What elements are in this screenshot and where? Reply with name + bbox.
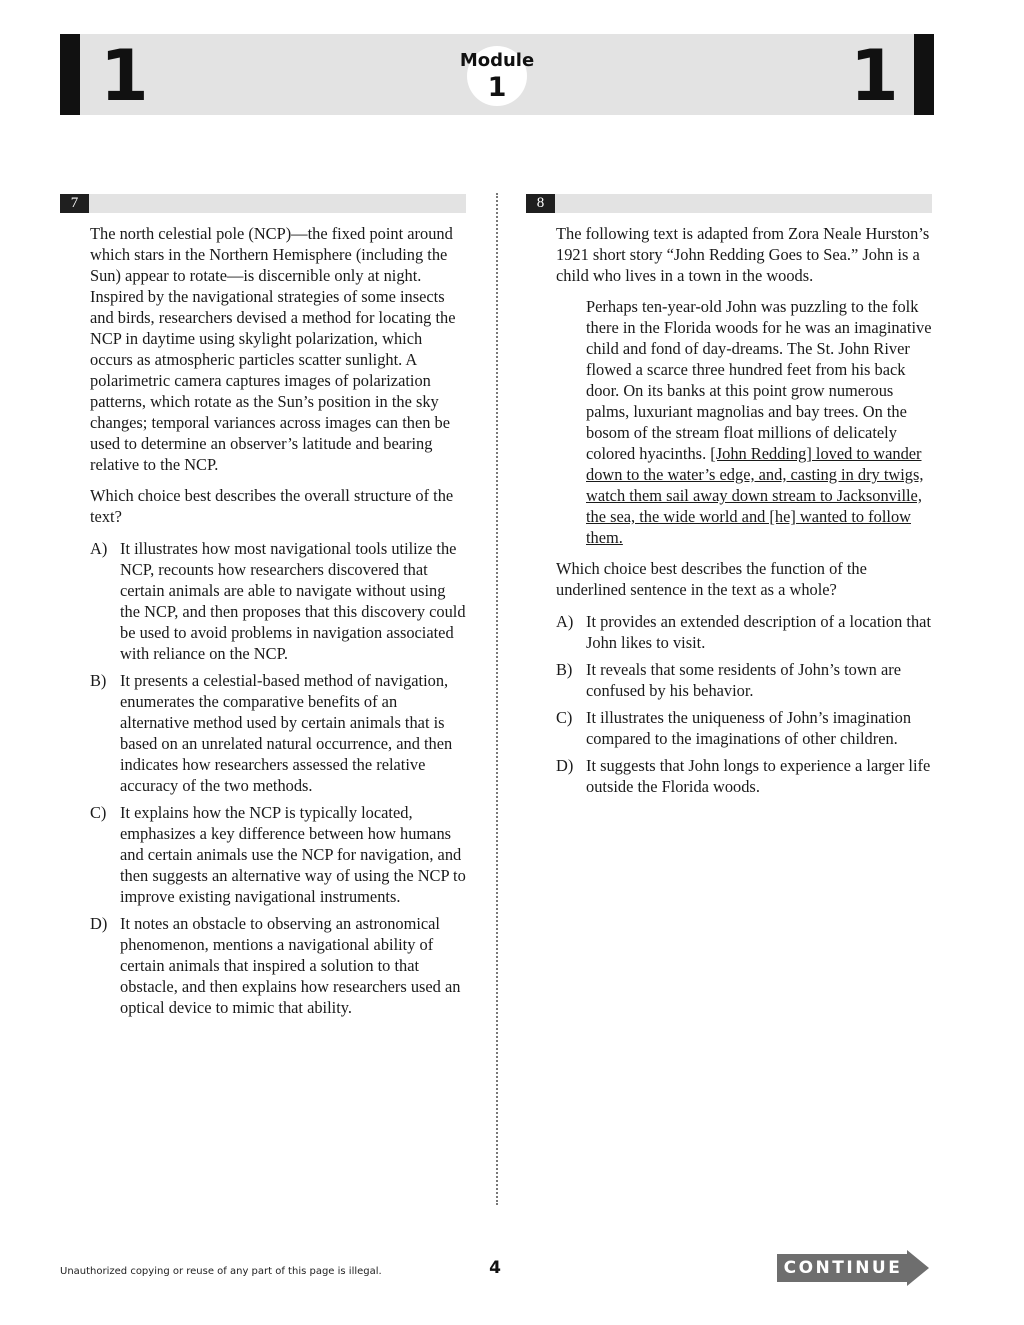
- option-letter: C): [90, 803, 107, 822]
- option-text: It illustrates how most navigational tools utilize the NCP, recounts how researchers discovered that certain animals are able to navigate without using the NCP, and then proposes that this discovery could be used to avoid problems in navigation associated with reliance on the NCP.: [120, 539, 466, 663]
- question-7-option-d[interactable]: [90, 913, 468, 1018]
- question-7-number: 7: [60, 194, 89, 213]
- continue-label: CONTINUE: [783, 1258, 903, 1278]
- option-letter: A): [90, 539, 108, 558]
- page-number: 4: [489, 1258, 501, 1278]
- question-7-option-c[interactable]: [90, 802, 468, 907]
- question-8-prompt: Which choice best describes the function of the underlined sentence in the text as a whole?: [556, 559, 867, 599]
- passage-text: Perhaps ten-year-old John was puzzling to the folk there in the Florida woods for he was an imaginative child and fond of day-dreams. The St. John River flowed a scarce three hundred feet from his back door. On its banks at this point grow numerous palms, luxuriant magnolias and bay trees. On the bosom of the stream float millions of delicately colored hyacinths.: [586, 297, 932, 463]
- column-divider: [496, 193, 498, 1205]
- option-letter: B): [90, 671, 107, 690]
- question-8-passage: [556, 296, 934, 548]
- option-text: It notes an obstacle to observing an astronomical phenomenon, mentions a navigational ability of certain animals that inspired a solution to that obstacle, and then explains how researchers used an optical device to mimic that ability.: [120, 914, 461, 1017]
- module-label: Module: [459, 50, 535, 71]
- continue-button[interactable]: [777, 1250, 929, 1286]
- question-7-prompt: Which choice best describes the overall structure of the text?: [90, 486, 454, 526]
- header-right-bar: [914, 34, 934, 115]
- option-letter: D): [90, 914, 108, 933]
- question-8-header: [526, 194, 932, 213]
- question-8-option-a[interactable]: [556, 611, 934, 653]
- question-8-option-d[interactable]: [556, 755, 934, 797]
- option-text: It illustrates the uniqueness of John’s imagination compared to the imaginations of other children.: [586, 708, 912, 748]
- section-number-left: 1: [100, 35, 149, 117]
- option-text: It explains how the NCP is typically located, emphasizes a key difference between how humans and certain animals use the NCP for navigation, and then suggests an alternative way of using the NCP to improve existing navigational instruments.: [120, 803, 466, 906]
- module-number: 1: [487, 72, 507, 103]
- question-7-passage: The north celestial pole (NCP)—the fixed point around which stars in the Northern Hemisphere (including the Sun) appear to rotate—is discernible only at night. Inspired by the navigational strategies of some insects and birds, researchers devised a method for locating the NCP in daytime using skylight polarization, which occurs as atmospheric particles scatter sunlight. A polarimetric camera captures images of polarization patterns, which rotate as the Sun’s position in the sky changes; temporal variances across images can then be used to determine an observer’s latitude and bearing relative to the NCP.: [90, 224, 456, 474]
- option-text: It provides an extended description of a location that John likes to visit.: [586, 612, 932, 652]
- question-8-number: 8: [526, 194, 555, 213]
- question-8-option-b[interactable]: [556, 659, 934, 701]
- underlined-sentence: [John Redding] loved to wander down to the water’s edge, and, casting in dry twigs, watch them sail away down stream to Jacksonville, the sea, the wide world and [he] wanted to follow them.: [586, 444, 924, 547]
- question-7-option-a[interactable]: [90, 538, 468, 664]
- option-text: It reveals that some residents of John’s town are confused by his behavior.: [586, 660, 901, 700]
- section-number-right: 1: [850, 35, 899, 117]
- option-letter: C): [556, 708, 573, 727]
- question-7-header: [60, 194, 466, 213]
- option-letter: A): [556, 612, 574, 631]
- question-8-block: [556, 223, 934, 803]
- question-7-block: [90, 223, 468, 1024]
- option-letter: B): [556, 660, 573, 679]
- question-8-intro: The following text is adapted from Zora Neale Hurston’s 1921 short story “John Redding Goes to Sea.” John is a child who lives in a town in the woods.: [556, 224, 930, 285]
- option-text: It presents a celestial-based method of navigation, enumerates the comparative benefits of an alternative method used by certain animals that is based on an unrelated natural occurrence, and then indicates how researchers assessed the relative accuracy of the two methods.: [120, 671, 453, 795]
- copyright-notice: Unauthorized copying or reuse of any part of this page is illegal.: [60, 1266, 382, 1277]
- question-7-option-b[interactable]: [90, 670, 468, 796]
- option-text: It suggests that John longs to experience a larger life outside the Florida woods.: [586, 756, 931, 796]
- option-letter: D): [556, 756, 574, 775]
- question-8-option-c[interactable]: [556, 707, 934, 749]
- header-left-bar: [60, 34, 80, 115]
